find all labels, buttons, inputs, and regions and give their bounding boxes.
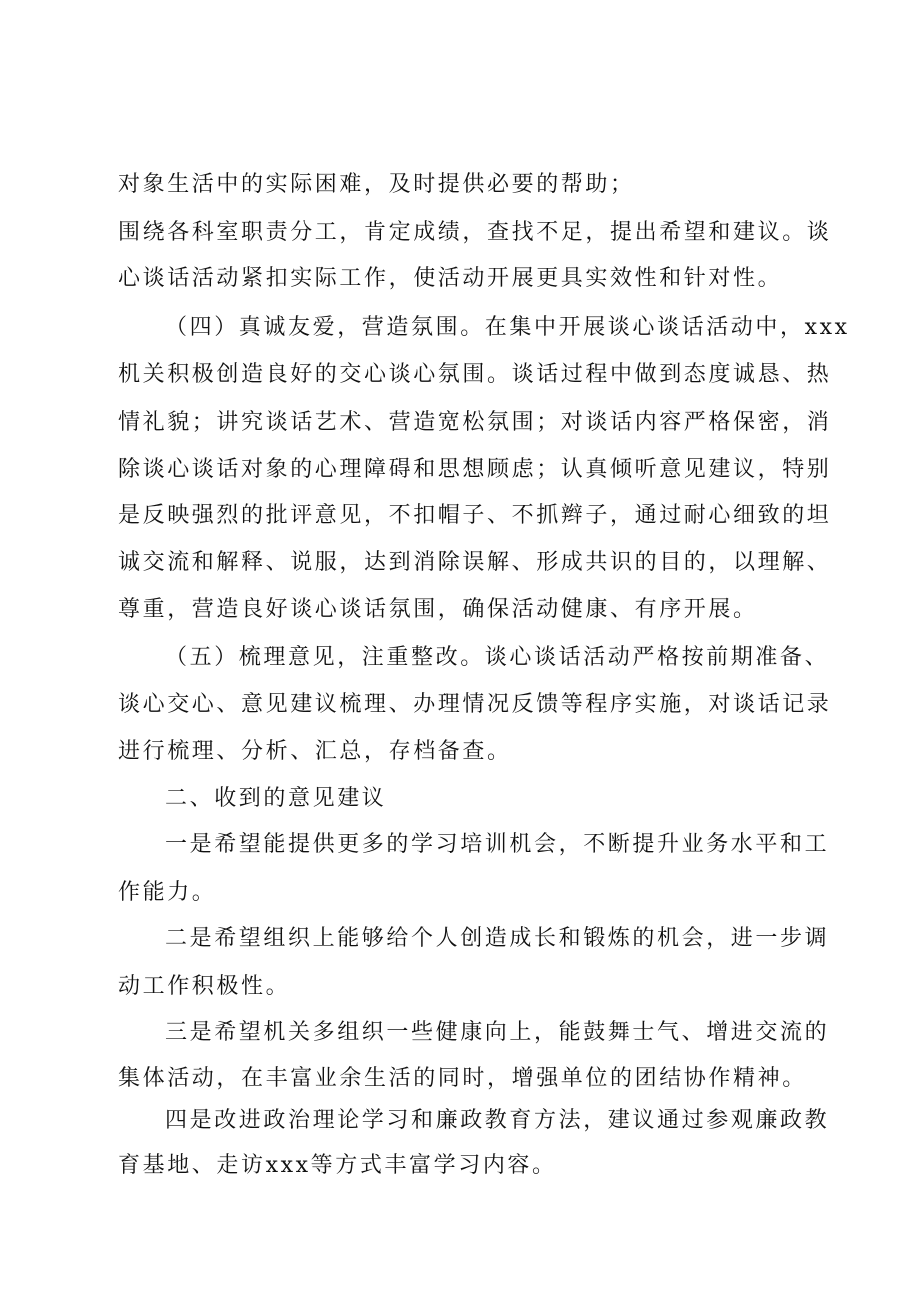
section-heading: 二、收到的意见建议 (165, 786, 387, 811)
text-line-11: （五）梳理意见，注重整改。谈心谈话活动严格按前期准备、 (165, 645, 830, 670)
text-line-12: 谈心交心、意见建议梳理、办理情况反馈等程序实施，对谈话记录 (118, 692, 832, 717)
text-line-18: 动工作积极性。 (118, 974, 291, 999)
text-line-8: 是反映强烈的批评意见，不扣帽子、不抓辫子，通过耐心细致的坦 (118, 503, 832, 528)
text-line-5: 机关积极创造良好的交心谈心氛围。谈话过程中做到态度诚恳、热 (118, 362, 832, 387)
text-line-9: 诚交流和解释、说服，达到消除误解、形成共识的目的，以理解、 (118, 550, 832, 575)
text-line-17: 二是希望组织上能够给个人创造成长和锻炼的机会，进一步调 (165, 926, 830, 951)
text-line-20: 集体活动，在丰富业余生活的同时，增强单位的团结协作精神。 (118, 1066, 807, 1091)
text-line-22: 育基地、走访xxx等方式丰富学习内容。 (118, 1153, 557, 1178)
text-line-15: 一是希望能提供更多的学习培训机会，不断提升业务水平和工 (165, 832, 830, 857)
text-line-4: （四）真诚友爱，营造氛围。在集中开展谈心谈话活动中，xxx (165, 315, 850, 340)
text-line-16: 作能力。 (118, 880, 217, 905)
text-line-13: 进行梳理、分析、汇总，存档备查。 (118, 739, 512, 764)
text-line-21: 四是改进政治理论学习和廉政教育方法，建议通过参观廉政教 (165, 1108, 830, 1133)
text-line-6: 情礼貌；讲究谈话艺术、营造宽松氛围；对谈话内容严格保密，消 (118, 410, 832, 435)
text-line-2: 围绕各科室职责分工，肯定成绩，查找不足，提出希望和建议。谈 (118, 220, 832, 245)
text-line-19: 三是希望机关多组织一些健康向上，能鼓舞士气、增进交流的 (165, 1020, 830, 1045)
text-line-7: 除谈心谈话对象的心理障碍和思想顾虑；认真倾听意见建议，特别 (118, 457, 832, 482)
text-line-10: 尊重，营造良好谈心谈话氛围，确保活动健康、有序开展。 (118, 597, 758, 622)
text-line-1: 对象生活中的实际困难，及时提供必要的帮助； (118, 172, 635, 197)
text-line-3: 心谈话活动紧扣实际工作，使活动开展更具实效性和针对性。 (118, 266, 783, 291)
